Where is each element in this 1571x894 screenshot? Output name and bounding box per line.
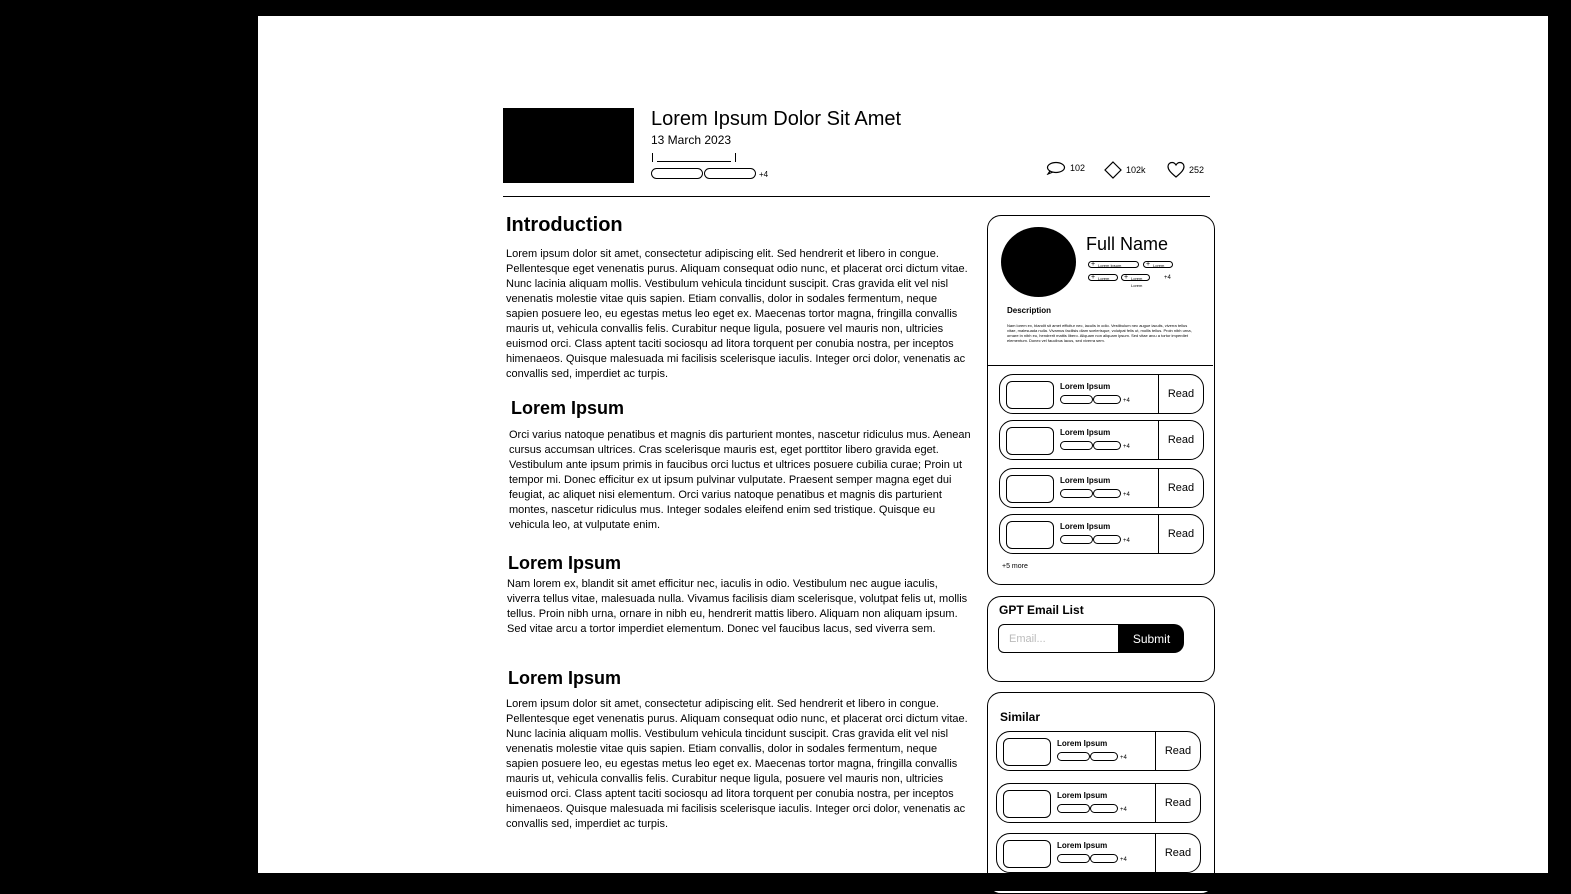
- post-tags-more: +4: [1123, 492, 1130, 498]
- read-button[interactable]: Read: [1155, 834, 1200, 872]
- similar-tags-more: +4: [1120, 755, 1127, 761]
- similar-thumbnail: [1003, 738, 1051, 766]
- post-tag: [1060, 441, 1093, 450]
- article-tags-more[interactable]: +4: [759, 170, 769, 179]
- section-paragraph: Lorem ipsum dolor sit amet, consectetur adipiscing elit. Sed hendrerit et libero in congue. Pellentesque eget venenatis purus. Aliquam consequat odio nunc, et placerat orci dictum vitae. Nunc lacinia aliquam mollis. Vestibulum vehicula tincidunt suscipit. Cras gravida elit vel nisl venenatis molestie vitae quis sapien. Etiam convallis, dolor in sodales fermentum, neque sapien posuere leo, eu egestas metus leo eget ex. Maecenas tortor magna, fringilla convallis mauris ut, vehicula convallis felis. Curabitur neque ligula, posuere vel mauris non, ultricies euismod orci. Class aptent taciti sociosqu ad litora torquent per conubia nostra, per inceptos himenaeos. Quisque malesuada mi facilisis scelerisque iaculis. Integer orci dolor, venenatis ac convallis sed, imperdiet ac turpis.: [506, 698, 968, 830]
- bottom-bezel: [0, 873, 1571, 891]
- article-title: Lorem Ipsum Dolor Sit Amet: [651, 108, 902, 130]
- post-tags-more: +4: [1123, 444, 1130, 450]
- similar-tag: [1057, 854, 1090, 863]
- section-paragraph: Orci varius natoque penatibus et magnis dis parturient montes, nascetur ridiculus mus. Aenean cursus accumsan ultrices. Cras scelerisque mauris est, eget porttitor libero gravida eget. Vestibulum ante ipsum primis in faucibus orci luctus et ultrices posuere cubilia curae; Proin ut tempor mi. Donec efficitur ex ut ipsum pulvinar vulputate. Praesent semper magna eget dui feugiat, ac aliquet nisi elementum. Orci varius natoque penatibus et magnis dis parturient montes, nascetur ridiculus mus. Integer sodales eleifend enim sed tristique. Quisque eu vehicula leo, at vulputate enim.: [509, 429, 971, 531]
- description-label: Description: [1007, 306, 1052, 315]
- shares-count: 102k: [1126, 165, 1146, 175]
- post-tag: [1093, 535, 1121, 544]
- similar-card[interactable]: [996, 833, 1201, 873]
- article-subline: [652, 153, 736, 162]
- similar-tag: [1090, 854, 1118, 863]
- similar-tag: [1057, 804, 1090, 813]
- article-tag[interactable]: [651, 168, 703, 179]
- similar-thumbnail: [1003, 790, 1051, 818]
- post-card[interactable]: [999, 374, 1204, 414]
- similar-card[interactable]: [996, 731, 1201, 771]
- article-thumbnail: [503, 108, 634, 183]
- similar-item-title: Lorem Ipsum: [1057, 739, 1108, 748]
- post-tag: [1093, 489, 1121, 498]
- section-paragraph: Nam lorem ex, blandit sit amet efficitur nec, iaculis in odio. Vestibulum nec augue iaculis, viverra tellus vitae, malesuada nulla. Vivamus facilisis diam scelerisque, volutpat felis ut, mollis tellus. Proin nibh urna, ornare in nibh eu, hendrerit mattis libero. Aliquam non aliquam ipsum. Sed vitae arcu a tortor imperdiet elementum. Donec vel faucibus lacus, sed viverra sem.: [507, 578, 968, 635]
- article-date: 13 March 2023: [651, 133, 732, 147]
- similar-item-title: Lorem Ipsum: [1057, 791, 1108, 800]
- diamond-icon: [1104, 161, 1122, 179]
- post-title: Lorem Ipsum: [1060, 382, 1111, 391]
- panel-divider: [988, 365, 1213, 366]
- section-heading: Lorem Ipsum: [511, 398, 625, 418]
- post-title: Lorem Ipsum: [1060, 522, 1111, 531]
- header-divider: [503, 196, 1210, 197]
- similar-tags-more: +4: [1120, 807, 1127, 813]
- similar-card[interactable]: [996, 783, 1201, 823]
- read-button[interactable]: Read: [1158, 375, 1203, 413]
- section-paragraph: Lorem ipsum dolor sit amet, consectetur adipiscing elit. Sed hendrerit et libero in congue. Pellentesque eget venenatis purus. Aliquam consequat odio nunc, et placerat orci dictum vitae. Nunc lacinia aliquam mollis. Vestibulum vehicula tincidunt suscipit. Cras gravida elit vel nisl venenatis molestie vitae quis sapien. Etiam convallis, dolor in sodales fermentum, neque sapien posuere leo, eu egestas metus leo eget ex. Maecenas tortor magna, fringilla convallis mauris ut, vehicula convallis felis. Curabitur neque ligula, posuere vel mauris non, ultricies euismod orci. Class aptent taciti sociosqu ad litora torquent per conubia nostra, per inceptos himenaeos. Quisque malesuada mi facilisis scelerisque iaculis. Integer orci dolor, venenatis ac convallis sed, imperdiet ac turpis.: [506, 248, 968, 380]
- post-tag: [1060, 395, 1093, 404]
- heart-icon: [1167, 161, 1185, 178]
- description-text: Nam lorem ex, blandit sit amet efficitur nec, iaculis in odio. Vestibulum nec augue iaculis, viverra tellus vitae, malesuada nulla. Vivamus facilisis diam scelerisque, volutpat felis ut, mollis tellus. Proin nibh urna, ornare in nibh eu, hendrerit mattis libero. Aliquam non aliquam ipsum. Sed vitae arcu a tortor imperdiet elementum. Donec vel faucibus lacus, sed viverra sem.: [1007, 323, 1192, 343]
- read-button[interactable]: Read: [1158, 515, 1203, 553]
- post-tag: [1093, 395, 1121, 404]
- section-heading: Lorem Ipsum: [508, 553, 622, 573]
- email-list-title: GPT Email List: [999, 603, 1084, 617]
- likes-stat[interactable]: [1167, 161, 1204, 178]
- author-tags-more[interactable]: +4: [1164, 275, 1171, 281]
- post-thumbnail: [1006, 475, 1054, 503]
- avatar[interactable]: [1001, 227, 1076, 297]
- section-heading: Introduction: [506, 214, 623, 236]
- read-button[interactable]: Read: [1155, 784, 1200, 822]
- post-title: Lorem Ipsum: [1060, 476, 1111, 485]
- similar-thumbnail: [1003, 840, 1051, 868]
- author-tag[interactable]: + Lorem Ipsum: [1088, 261, 1139, 268]
- comments-count: 102: [1070, 163, 1086, 173]
- post-title: Lorem Ipsum: [1060, 428, 1111, 437]
- submit-button[interactable]: Submit: [1119, 624, 1184, 653]
- read-button[interactable]: Read: [1158, 421, 1203, 459]
- similar-tag: [1090, 752, 1118, 761]
- post-tag: [1093, 441, 1121, 450]
- read-button[interactable]: Read: [1155, 732, 1200, 770]
- comment-icon: [1046, 161, 1066, 175]
- post-thumbnail: [1006, 381, 1054, 409]
- shares-stat[interactable]: [1104, 161, 1146, 179]
- likes-count: 252: [1189, 164, 1205, 175]
- similar-tag: [1057, 752, 1090, 761]
- post-tag: [1060, 535, 1093, 544]
- post-tags-more: +4: [1123, 398, 1130, 404]
- author-tag[interactable]: + Lorem: [1143, 261, 1173, 268]
- similar-tag: [1090, 804, 1118, 813]
- section-heading: Lorem Ipsum: [508, 668, 622, 688]
- more-posts-link[interactable]: +5 more: [1002, 563, 1028, 570]
- post-card[interactable]: [999, 514, 1204, 554]
- similar-title: Similar: [1000, 710, 1041, 724]
- post-card[interactable]: [999, 420, 1204, 460]
- post-tag: [1060, 489, 1093, 498]
- read-button[interactable]: Read: [1158, 469, 1203, 507]
- similar-item-title: Lorem Ipsum: [1057, 841, 1108, 850]
- post-thumbnail: [1006, 427, 1054, 455]
- post-card[interactable]: [999, 468, 1204, 508]
- similar-tags-more: +4: [1120, 857, 1127, 863]
- article-tag[interactable]: [704, 168, 756, 179]
- post-thumbnail: [1006, 521, 1054, 549]
- author-tag[interactable]: + Lorem Lorem: [1121, 274, 1150, 281]
- email-input[interactable]: [998, 624, 1119, 653]
- author-name: Full Name: [1086, 234, 1169, 254]
- post-tags-more: +4: [1123, 538, 1130, 544]
- comments-stat[interactable]: [1046, 161, 1085, 175]
- author-tag[interactable]: + Lorem: [1088, 274, 1118, 281]
